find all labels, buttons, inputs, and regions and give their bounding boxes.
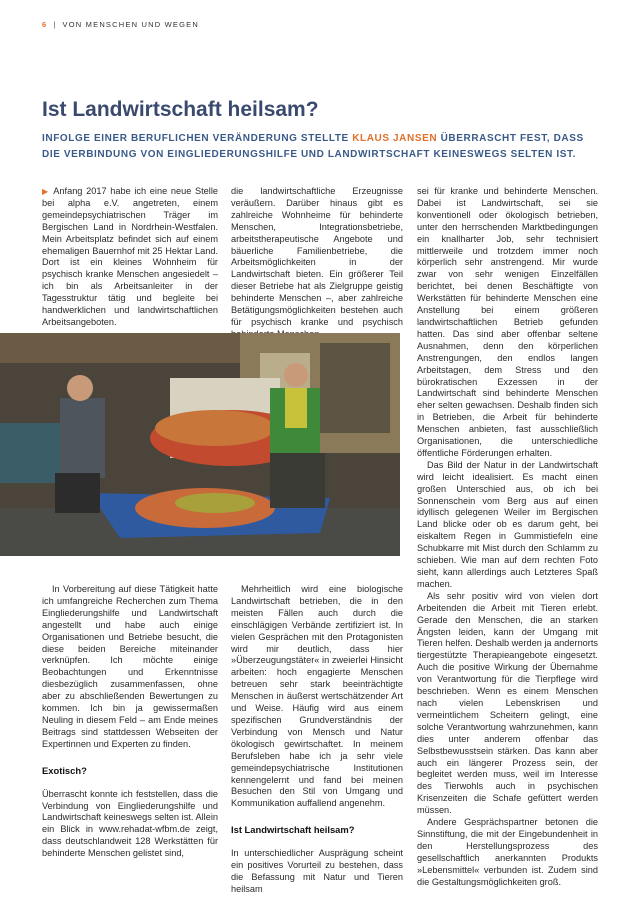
paragraph: ▶ Anfang 2017 habe ich eine neue Stelle bei alpha e.V. angetreten, einem gemeindepsychiatrischen Träger im Bergischen Land in Nordrhein-Westfalen. Mein Arbeitsplatz befindet sich auf einem ehemaligen Bauernhof mit 25 Hektar Land. Dort ist ein kleines Wohnheim für psychisch kranke Menschen angesiedelt – ich bin als Arbeitsanleiter in der Tagesstruktur tätig und begleite bei handwerklichen und landwirtschaftlichen Arbeitsangeboten.	[42, 186, 218, 327]
author-name: KLAUS JANSEN	[352, 133, 438, 144]
subheading: Ist Landwirtschaft heilsam?	[231, 824, 355, 836]
paragraph: In Vorbereitung auf diese Tätigkeit hatte ich umfangreiche Recherchen zum Thema Eingliederungshilfe und Landwirtschaft angestellt und habe auch einige Organisationen und Betriebe besucht, die diese beiden Bereiche miteinander verknüpfen. Ich möchte einige Beobachtungen und Erkenntnisse diesbezüglich zusammenfassen, ohne aber zu abschließenden Bewertungen zu kommen. Ich bin ja gewissermaßen Neuling in diesem Feld – am Ende meines Beitrags sind stattdessen Webseiten der Expertinnen und Experten zu finden.	[42, 584, 218, 749]
paragraph: Mehrheitlich wird eine biologische Landwirtschaft betrieben, die in den meisten Fällen auch durch die einschlägigen Verbände zertifiziert ist. In vielen Gesprächen mit den Protagonisten wird mir deutlich, dass hier »Überzeugungstäter« in zweierlei Hinsicht arbeiten: hoch engagierte Menschen betreuen sehr stark beeinträchtigte Menschen in äußerst wertschätzender Art und Weise. Häufig wird aus einem spezifischen Grundverständnis der Verbindung von Mensch und Natur ökologisch gewirtschaftet. In meinem Berufsleben habe ich ja sehr viele gemeindepsychiatrische Institutionen kennengelernt und fand bei meinen Besuchen den Stil von Umgang und Kommunikation auffallend angenehm.	[231, 584, 403, 809]
paragraph: Das Bild der Natur in der Landwirtschaft wird leicht idealisiert. Es macht einen großen Unterschied aus, ob ich bei Sonnenschein vom Berg aus auf einen idyllisch gelegenen Weiler im Bergischen Land blicke oder ob es darum geht, bei eiskaltem Regen in Gummistiefeln eine Schubkarre mit Mist durch den Schlamm zu schieben. Wie man auf dem rechten Foto sieht, kann allerdings auch Letzteres Spaß machen.	[417, 459, 598, 589]
section-title: VON MENSCHEN UND WEGEN	[62, 20, 199, 29]
paragraph: Als sehr positiv wird von vielen dort Arbeitenden die Arbeit mit Tieren erlebt. Gerade den Menschen, die an starken Ängsten leiden, kann der Umgang mit Tieren helfen. Deshalb werden ja andernorts tiergestützte Therapieangebote eingesetzt. Auch die positive Wirkung der Übernahme von Verantwortung für die Tierpflege wird beschrieben. Wenn es einem Menschen nach vielen Lebenskrisen und vermeintlichem Scheitern gelingt, eine solche Verantwortung wahrzunehmen, kann dies unter anderem offenbar das Selbstbewusstsein stärken. Das kann aber auch ein längerer Prozess sein, der begleitet werden muss, weil im Interesse des Tierwohls auch in psychischen Krisenzeiten die Schafe gefüttert werden müssen.	[417, 590, 598, 816]
paragraph: Überrascht konnte ich feststellen, dass die Verbindung von Eingliederungshilfe und Landwirtschaft keineswegs selten ist. Allein ein Blick in www.rehadat-wfbm.de zeigt, dass deutschlandweit 128 Werkstätten für behinderte Menschen gelistet sind,	[42, 788, 218, 859]
page-number: 6	[42, 20, 48, 29]
photo-apples-icon	[0, 333, 400, 556]
column-1-top	[42, 186, 218, 329]
paragraph: In unterschiedlicher Ausprägung scheint ein positives Vorurteil zu bestehen, dass die Befassung mit Natur und Tieren heilsam	[231, 848, 403, 894]
column-2-top	[231, 186, 403, 341]
page-header	[42, 20, 199, 29]
article-title: Ist Landwirtschaft heilsam?	[42, 98, 319, 121]
subheading: Exotisch?	[42, 764, 87, 776]
article-lead	[42, 131, 602, 163]
paragraph: Andere Gesprächspartner betonen die Sinnstiftung, die mit der Eingebundenheit in den Herstellungsprozess des gesellschaftlich anerkannten Produkts »Lebensmittel« verbunden ist. Zudem sind die Gestaltungsmöglichkeiten groß.	[417, 817, 598, 887]
lead-text-after: ÜBERRASCHT FEST, DASS DIE VERBINDUNG VON EINGLIEDERUNGSHILFE UND LANDWIRTSCHAFT KEINESWEGS SELTEN IST.	[42, 133, 584, 160]
header-separator: |	[53, 20, 57, 29]
article-photo	[0, 333, 400, 556]
paragraph: sei für kranke und behinderte Menschen. Dabei ist Landwirtschaft, sei sie konventionell oder ökologisch betrieben, unter den herrschenden Marktbedingungen ein knallharter Job, sehr technisiert mittlerweile und trotzdem immer noch körperlich sehr anstrengend. Mir wurde zwar von sehr wenigen Einzelfällen berichtet, bei denen Beschäftigte von Werkstätten für behinderte Menschen eine Anstellung bei einem größeren landwirtschaftlichen Betrieb gefunden hatten. Das sind aber offenbar seltene Ausnahmen, denn den körperlichen Anstrengungen, den endlos langen Arbeitstagen, dem Stress und den bürokratischen Exzessen in der Landwirtschaft sind behinderte Menschen eher selten gewachsen. Deshalb finden sich in Betrieben, die Arbeit für behinderte Menschen anbieten, fast ausschließlich Organisationen, die unterschiedliche öffentliche Förderungen erhalten.	[417, 186, 598, 458]
paragraph: die landwirtschaftliche Erzeugnisse veräußern. Darüber hinaus gibt es zahlreiche Wohnheime für behinderte Menschen, Integrationsbetriebe, arbeitstherapeutische Angebote und bäuerliche Familienbetriebe, die Arbeitsmöglichkeiten in der Landwirtschaft bieten. Ein größerer Teil dieser Betriebe hat als Zielgruppe geistig behinderte Menschen –, aber zahlreiche Betätigungsmöglichkeiten bestehen auch für psychisch kranke und psychisch	[231, 186, 403, 327]
lead-text-before: INFOLGE EINER BERUFLICHEN VERÄNDERUNG STELLTE	[42, 133, 353, 144]
column-3	[417, 186, 598, 888]
start-triangle-icon: ▶	[42, 187, 50, 196]
column-2-bottom	[231, 584, 403, 896]
column-1-bottom	[42, 584, 218, 860]
